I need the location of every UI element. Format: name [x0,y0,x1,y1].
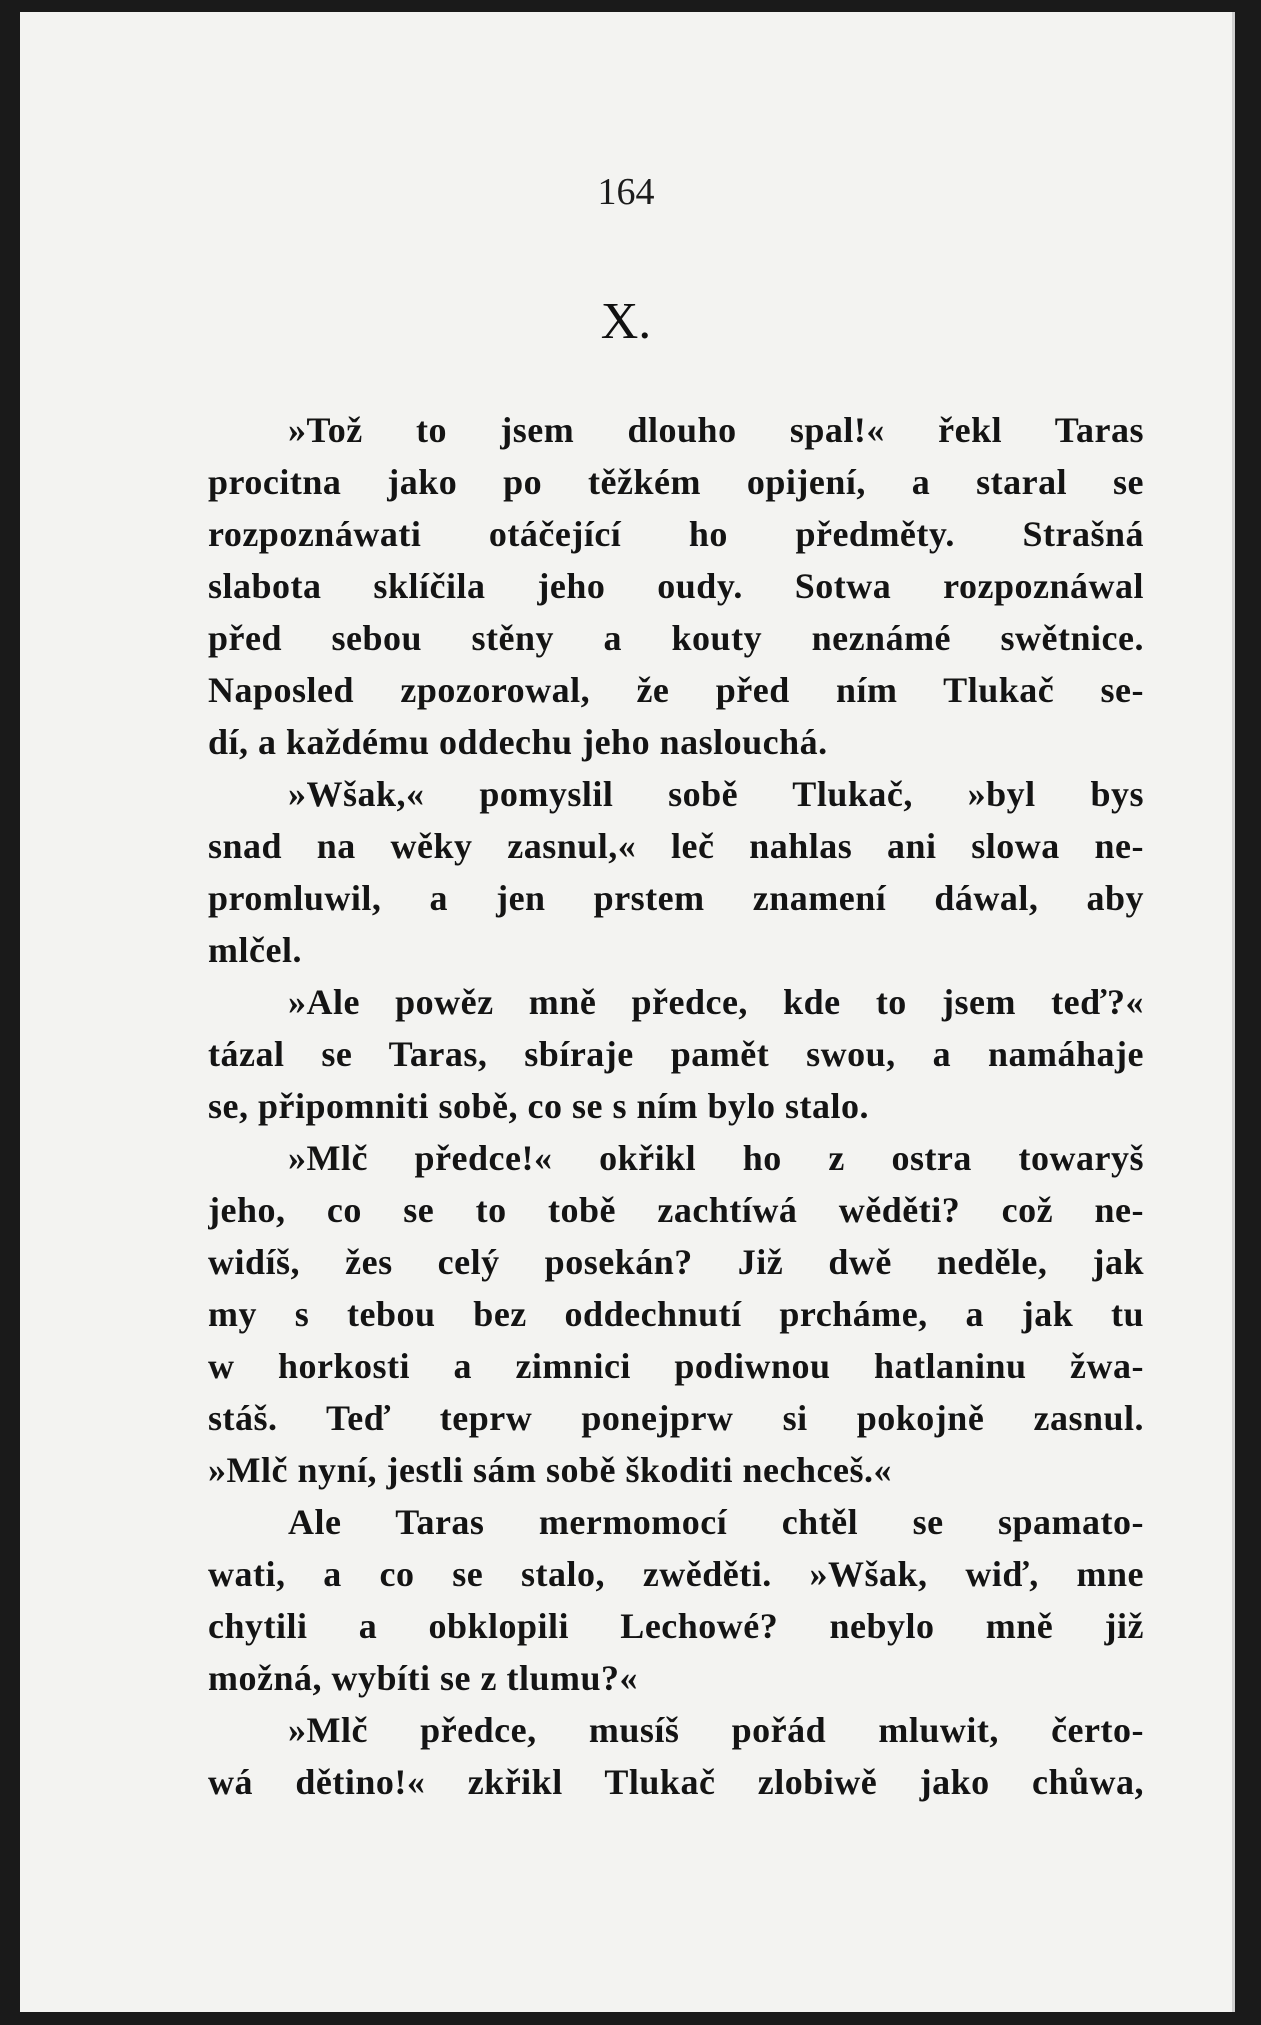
text-line: my s tebou bez oddechnutí prcháme, a jak tu [208,1294,1144,1334]
text-line: »Tož to jsem dlouho spal!« řekl Taras [288,410,1144,450]
page-number: 164 [597,171,655,213]
text-line: »Mlč předce!« okřikl ho z ostra towaryš [288,1138,1144,1178]
text-line: chytili a obklopili Lechowé? nebylo mně již [208,1606,1144,1646]
text-line: w horkosti a zimnici podiwnou hatlaninu žwa- [208,1346,1144,1386]
text-line: mlčel. [208,930,302,970]
text-line: možná, wybíti se z tlumu?« [208,1658,638,1698]
text-line: widíš, žes celý posekán? Již dwě neděle, jak [208,1242,1144,1282]
text-line: snad na wěky zasnul,« leč nahlas ani slowa ne- [208,826,1144,866]
text-line: Ale Taras mermomocí chtěl se spamato- [288,1502,1144,1542]
text-line: jeho, co se to tobě zachtíwá wěděti? což ne- [208,1190,1144,1230]
body-text [208,404,1144,1808]
text-line: slabota sklíčila jeho oudy. Sotwa rozpoznáwal [208,566,1144,606]
text-line: »Wšak,« pomyslil sobě Tlukač, »byl bys [288,774,1144,814]
text-line: dí, a každému oddechu jeho naslouchá. [208,722,828,762]
text-line: procitna jako po těžkém opijení, a staral se [208,462,1144,502]
book-page [20,12,1235,2012]
text-line: wá dětino!« zkřikl Tlukač zlobiwě jako chůwa, [208,1762,1144,1802]
text-line: tázal se Taras, sbíraje pamět swou, a namáhaje [208,1034,1144,1074]
text-line: »Mlč nyní, jestli sám sobě škoditi nechceš.« [208,1450,892,1490]
text-line: »Mlč předce, musíš pořád mluwit, čerto- [288,1710,1144,1750]
text-line: promluwil, a jen prstem znamení dáwal, aby [208,878,1144,918]
text-line: rozpoznáwati otáčející ho předměty. Strašná [208,514,1144,554]
text-line: stáš. Teď teprw ponejprw si pokojně zasnul. [208,1398,1144,1438]
text-line: před sebou stěny a kouty neznámé swětnice. [208,618,1144,658]
text-line: Naposled zpozorowal, že před ním Tlukač se- [208,670,1144,710]
text-line: se, připomniti sobě, co se s ním bylo stalo. [208,1086,870,1126]
chapter-heading: X. [600,293,652,350]
text-line: wati, a co se stalo, zwěděti. »Wšak, wiď, mne [208,1554,1144,1594]
text-line: »Ale powěz mně předce, kde to jsem teď?« [288,982,1144,1022]
